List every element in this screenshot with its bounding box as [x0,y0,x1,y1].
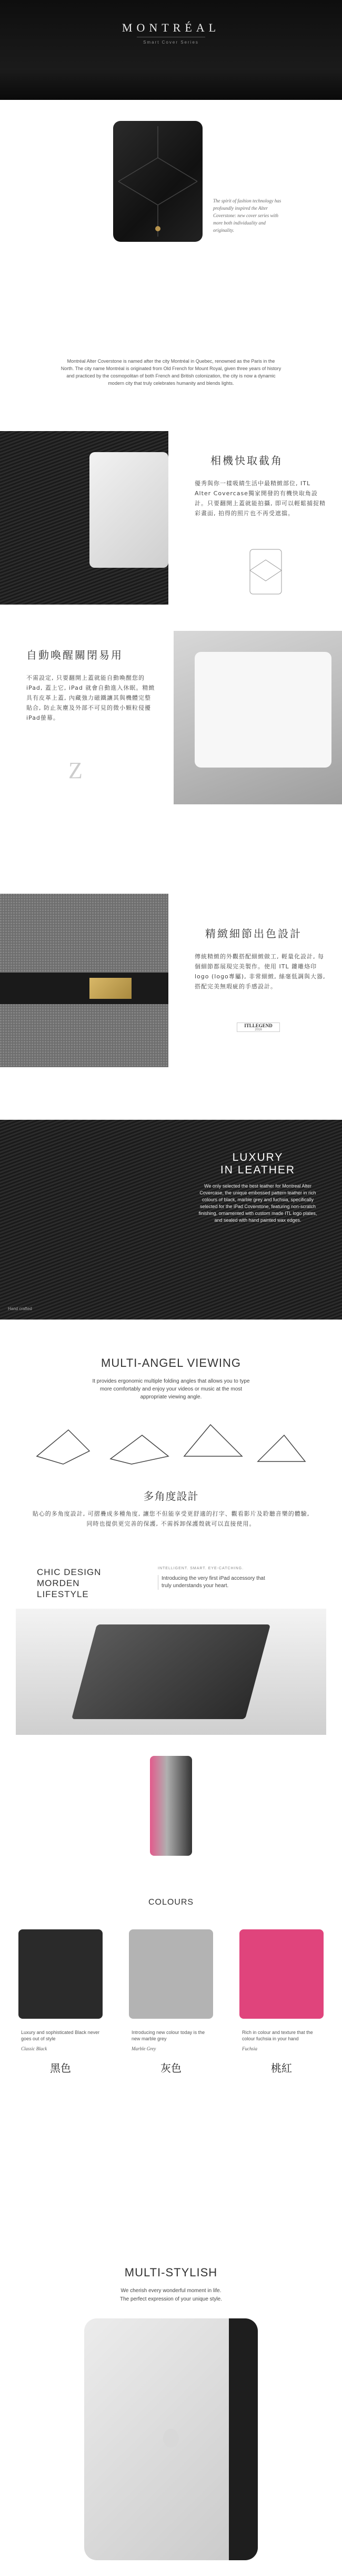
colour-cn: 桃紅 [271,2062,292,2074]
chic-line-2: MORDEN [37,1578,80,1588]
feature-camera [0,431,342,615]
ipad-black-case-image [113,121,203,242]
sleep-z-icon: Z [68,758,83,783]
luxury-title-2: IN LEATHER [220,1164,296,1176]
feature-text: 優秀與你一樣吸睛生活中最精緻部位, ITL Alter Covercase獨家開發的有機快取角設計。只要翻開上蓋就能拍攝, 即可以輕鬆捕捉精彩畫面, 拍得的照片也不再受遮擋。 [195,480,326,517]
black-case-swatch[interactable] [18,1929,103,2019]
chic-small: INTELLIGENT. SMART. EYE-CATCHING. [158,1567,244,1570]
colour-name: Classic Black [21,2046,47,2051]
colours-section [0,1893,342,2261]
luxury-leather-section [0,1120,342,1335]
colour-desc: Rich in colour and texture that the colour fuchsia in your hand [242,2030,313,2041]
brand-tagline: Smart Cover Series [143,40,199,45]
feature-title: 精緻細節出色設計 [205,927,302,940]
luxury-text: We only selected the best leather for Montreal Alter Covercase, the unique embossed pattern leather in rich colours of black, marble grey and fuchsia, specifically selected for the iPad Coverstone, featuring non-scratch finishing, ornamented with custom made ITL logo plates, and sealed with hand painted wax edges. [198,1183,317,1223]
colour-desc: Introducing new colour today is the new marble grey [132,2030,205,2041]
feature-text: 傳統精緻的外觀搭配細緻做工, 輕量化設計, 每個細節都展現完美製作。使用 ITL 鏤雕烙印 logo (logo專屬), 非常細緻, 絲毫低調與大器, 搭配完美無瑕疵的手感設計。 [195,953,326,990]
folding-angles-icon [32,1414,310,1472]
feature-title: 相機快取截角 [210,454,283,467]
brand-title: MONTRÉAL [122,21,220,34]
colour-desc: Luxury and sophisticated Black never goes out of style [21,2030,100,2041]
stylish-subtitle-1: We cherish every wonderful moment in life. [120,2288,222,2294]
angle-cn-text: 貼心的多角度設計, 可摺疊成多種角度, 讓您不但能享受更舒適的打字、觀看影片及聆聽音樂的體驗, 同時也提供更完善的保護, 不需拆卸保護殼就可以直接使用。 [32,1510,310,1527]
ipad-back-image [84,2318,258,2560]
angle-title: MULTI-ANGEL VIEWING [101,1356,241,1369]
grey-case-swatch[interactable] [129,1929,213,2019]
apple-logo-icon [163,2429,179,2448]
badge-bottom-text: 2016 [255,1028,262,1031]
chic-line-3: LIFESTYLE [37,1589,89,1599]
feature-detail [0,883,342,1120]
colours-title: COLOURS [148,1898,194,1907]
colour-name: Fuchsia [242,2046,257,2051]
fuchsia-case-swatch[interactable] [239,1929,324,2019]
leather-felt-photo [0,894,168,1067]
logo-badge [237,1023,280,1032]
luxury-textbox [195,1151,321,1224]
intro-quote: The spirit of fashion technology has profoundly inspired the Alter Coverstone: new cover series with more both individuality and originality. [213,198,281,233]
colour-name: Marble Grey [132,2046,156,2051]
intro-paragraph: Montréal Alter Coverstone is named after the city Montréal in Quebec, renowned as the Paris in the North. The city name Montréal is originated from Old French for Mount Royal, given three years of history and practiced by the cosmopolitan of both French and British colonization, the city is now a dynamic modern city that truly celebrates humanity and blends lights. [61,359,281,386]
stacked-cases-image [150,1756,192,1856]
angle-cn-title: 多角度設計 [143,1490,199,1502]
ipad-sketch-icon [247,547,289,599]
luxury-caption: Hand crafted [8,1306,32,1311]
colour-cn: 黑色 [50,2062,71,2074]
angle-subtitle: It provides ergonomic multiple folding angles that allows you to type more comfortably and enjoy your videos or music at the most appropriate viewing angle. [92,1378,250,1400]
chic-title [37,1567,101,1600]
product-intro [0,100,342,431]
camera-cutout-photo [0,431,168,605]
fold-pattern-icon [113,121,203,242]
stylish-title: MULTI-STYLISH [124,2266,218,2279]
ipad-white-photo [174,631,342,804]
multi-angle-section [0,1335,342,1893]
colour-cn: 灰色 [160,2062,182,2074]
luxury-title-1: LUXURY [232,1151,284,1163]
badge-top-text: ITLLEGEND [244,1023,273,1028]
multi-stylish-section [0,2261,342,2576]
feature-text: 不需設定, 只要翻開上蓋就能自動喚醒您的iPad, 蓋上它, iPad 就會自動進入休眠。精緻具有皮革上蓋, 內藏強力磁鐵讓其與機體完整貼合, 防止灰塵及外部不可見的微小顆粒侵擾iPad螢幕。 [26,674,155,721]
chic-line-1: CHIC DESIGN [37,1567,102,1577]
chic-desc: Introducing the very first iPad accessory that truly understands your heart. [158,1575,267,1590]
hero-banner [0,0,342,100]
stylish-subtitle-2: The perfect expression of your unique style. [120,2296,222,2302]
feature-autowake [0,615,342,883]
angle-photo [16,1609,326,1735]
feature-title: 自動喚醒關閉易用 [26,649,123,661]
